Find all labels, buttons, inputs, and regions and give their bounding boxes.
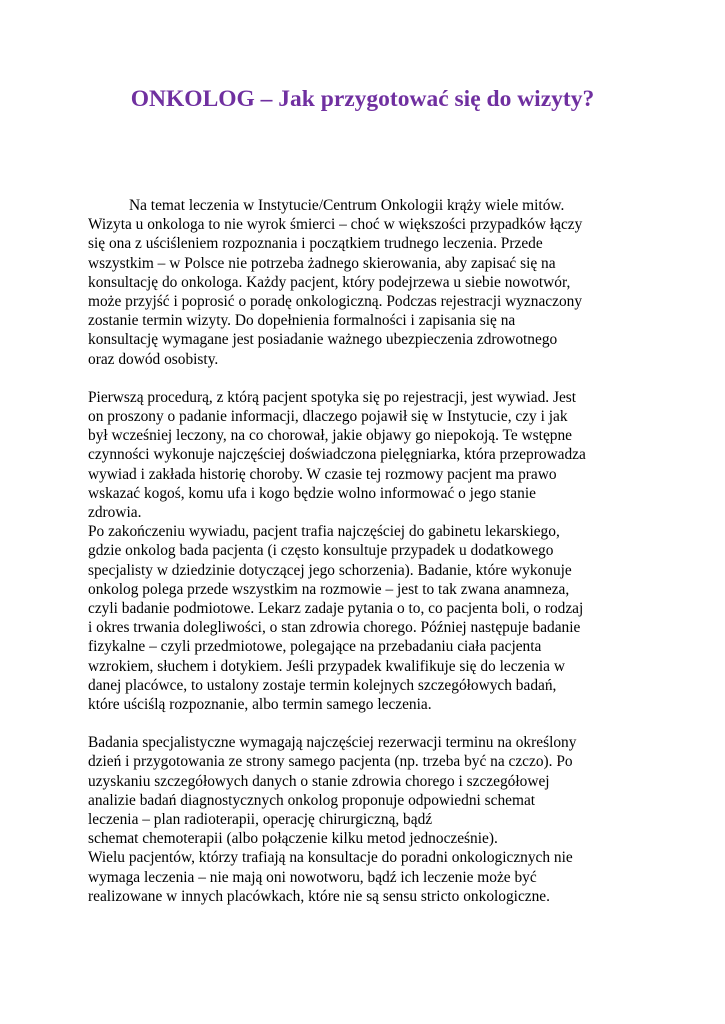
text-line: się ona z uściśleniem rozpoznania i początkiem trudnego leczenia. Przede [88, 235, 543, 253]
text-line: wszystkim – w Polsce nie potrzeba żadnego skierowania, aby zapisać się na [88, 254, 556, 272]
text-line: Badania specjalistyczne wymagają najczęściej rezerwacji terminu na określony [88, 734, 577, 752]
text-line: wymaga leczenia – nie mają oni nowotworu, bądź ich leczenie może być [88, 868, 537, 886]
text-line: wzrokiem, słuchem i dotykiem. Jeśli przypadek kwalifikuje się do leczenia w [88, 657, 565, 675]
paragraph-examination [88, 522, 648, 714]
text-line: danej placówce, to ustalony zostaje termin kolejnych szczegółowych badań, [88, 676, 557, 694]
text-line: wskazać kogoś, komu ufa i kogo będzie wolno informować o jego stanie [88, 484, 536, 502]
text-line: realizowane w innych placówkach, które nie są sensu stricto onkologiczne. [88, 887, 550, 905]
text-line: oraz dowód osobisty. [88, 350, 219, 368]
text-line: które uściślą rozpoznanie, albo termin samego leczenia. [88, 695, 432, 713]
text-line: fizykalne – czyli przedmiotowe, polegające na przebadaniu ciała pacjenta [88, 638, 542, 656]
paragraph-interview [88, 388, 648, 522]
document-title: ONKOLOG – Jak przygotować się do wizyty? [130, 86, 595, 112]
text-line: był wcześniej leczony, na co chorował, jakie objawy go niepokoją. Te wstępne [88, 427, 572, 445]
paragraph-spacer [88, 369, 648, 388]
text-line: Wizyta u onkologa to nie wyrok śmierci – choć w większości przypadków łączy [88, 216, 583, 234]
text-line: Po zakończeniu wywiadu, pacjent trafia najczęściej do gabinetu lekarskiego, [88, 523, 560, 541]
text-line: onkolog polega przede wszystkim na rozmowie – jest to tak zwana anamneza, [88, 580, 570, 598]
paragraph-closing [88, 848, 648, 906]
text-line: on proszony o padanie informacji, dlaczego pojawił się w Instytucie, czy i jak [88, 408, 568, 426]
text-line: czyli badanie podmiotowe. Lekarz zadaje pytania o to, co pacjenta boli, o rodzaj [88, 599, 584, 617]
text-line: Na temat leczenia w Instytucie/Centrum Onkologii krąży wiele mitów. [129, 197, 565, 214]
text-line: Pierwszą procedurą, z którą pacjent spotyka się po rejestracji, jest wywiad. Jest [88, 388, 577, 406]
text-line: czynności wykonuje najczęściej doświadczona pielęgniarka, która przeprowadza [88, 446, 586, 464]
text-line: Wielu pacjentów, którzy trafiają na konsultacje do poradni onkologicznych nie [88, 849, 573, 867]
text-line: konsultację wymagane jest posiadanie ważnego ubezpieczenia zdrowotnego [88, 331, 558, 349]
text-line: wywiad i zakłada historię choroby. W czasie tej rozmowy pacjent ma prawo [88, 465, 557, 483]
text-line: gdzie onkolog bada pacjenta (i często konsultuje przypadek u dodatkowego [88, 542, 554, 560]
text-line: zostanie termin wizyty. Do dopełnienia formalności i zapisania się na [88, 312, 516, 330]
paragraph-spacer [88, 714, 648, 733]
text-line: leczenia – plan radioterapii, operację chirurgiczną, bądź [88, 811, 433, 828]
paragraph-specialist-tests [88, 733, 648, 848]
text-line: dzień i przygotowania ze strony samego pacjenta (np. trzeba być na czczo). Po [88, 753, 573, 771]
text-line: specjalisty w dziedzinie dotyczącej jego schorzenia). Badanie, które wykonuje [88, 561, 572, 579]
text-line: i okres trwania dolegliwości, o stan zdrowia chorego. Później następuje badanie [88, 619, 581, 637]
document-body [88, 196, 648, 906]
text-line: uzyskaniu szczegółowych danych o stanie zdrowia chorego i szczegółowej [88, 772, 550, 790]
text-line: zdrowia. [88, 504, 142, 521]
paragraph-intro [88, 196, 648, 369]
text-line: schemat chemoterapii (albo połączenie kilku metod jednocześnie). [88, 830, 498, 848]
text-line: konsultację do onkologa. Każdy pacjent, który podejrzewa u siebie nowotwór, [88, 273, 571, 291]
text-line: analizie badań diagnostycznych onkolog proponuje odpowiedni schemat [88, 791, 536, 809]
text-line: może przyjść i poprosić o poradę onkologiczną. Podczas rejestracji wyznaczony [88, 292, 583, 310]
